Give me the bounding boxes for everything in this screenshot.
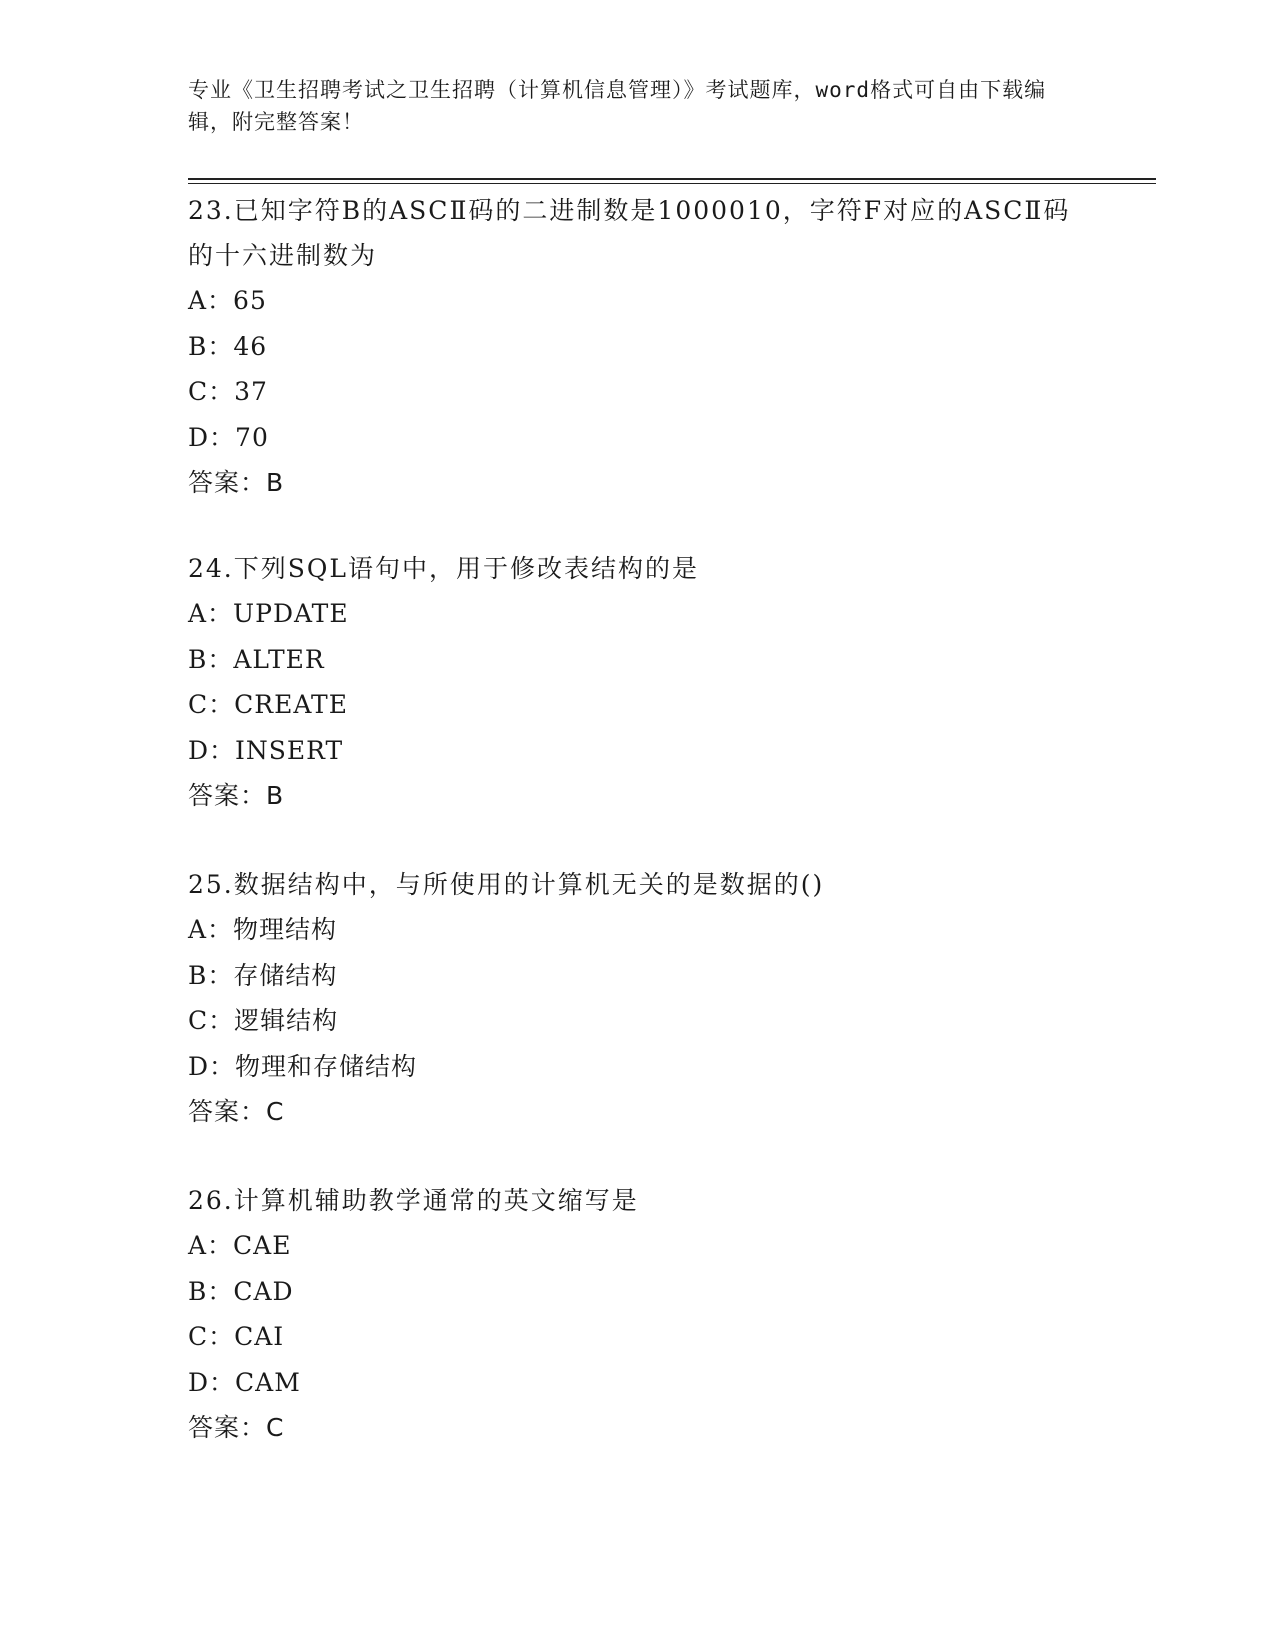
question-stem: 25.数据结构中，与所使用的计算机无关的是数据的() <box>188 870 825 899</box>
option-b: B：CAD <box>188 1276 294 1306</box>
option-a: A：CAE <box>188 1231 292 1260</box>
answer: 答案：C <box>188 1097 285 1126</box>
option-a: A：物理结构 <box>188 915 338 944</box>
option-a: A：UPDATE <box>188 599 349 628</box>
question-stem: 26.计算机辅助教学通常的英文缩写是 <box>188 1186 639 1215</box>
question-24 <box>188 544 1088 818</box>
answer: 答案：B <box>188 468 285 497</box>
question-25 <box>188 860 1088 1134</box>
answer: 答案：B <box>188 781 285 810</box>
question-stem: 23.已知字符B的ASCⅡ码的二进制数是1000010，字符F对应的ASCⅡ码的十六进制数为 <box>188 196 1071 270</box>
option-d: D：70 <box>188 422 269 452</box>
question-23 <box>188 186 1088 505</box>
question-stem: 24.下列SQL语句中，用于修改表结构的是 <box>188 554 699 583</box>
option-c: C：CREATE <box>188 690 348 719</box>
option-a: A：65 <box>188 286 267 315</box>
header-divider-thin <box>188 183 1156 184</box>
option-b: B：ALTER <box>188 644 325 674</box>
option-b: B：46 <box>188 331 268 361</box>
option-c: C：CAI <box>188 1322 285 1351</box>
document-intro: 专业《卫生招聘考试之卫生招聘（计算机信息管理）》考试题库，word格式可自由下载编辑，附完整答案！ <box>188 78 1047 134</box>
option-d: D：INSERT <box>188 735 344 765</box>
option-d: D：CAM <box>188 1367 301 1397</box>
answer: 答案：C <box>188 1413 285 1442</box>
option-c: C：逻辑结构 <box>188 1006 339 1035</box>
option-d: D：物理和存储结构 <box>188 1051 418 1081</box>
question-26 <box>188 1176 1088 1450</box>
option-b: B：存储结构 <box>188 960 338 990</box>
option-c: C：37 <box>188 377 268 406</box>
header-divider-thick <box>188 178 1156 180</box>
